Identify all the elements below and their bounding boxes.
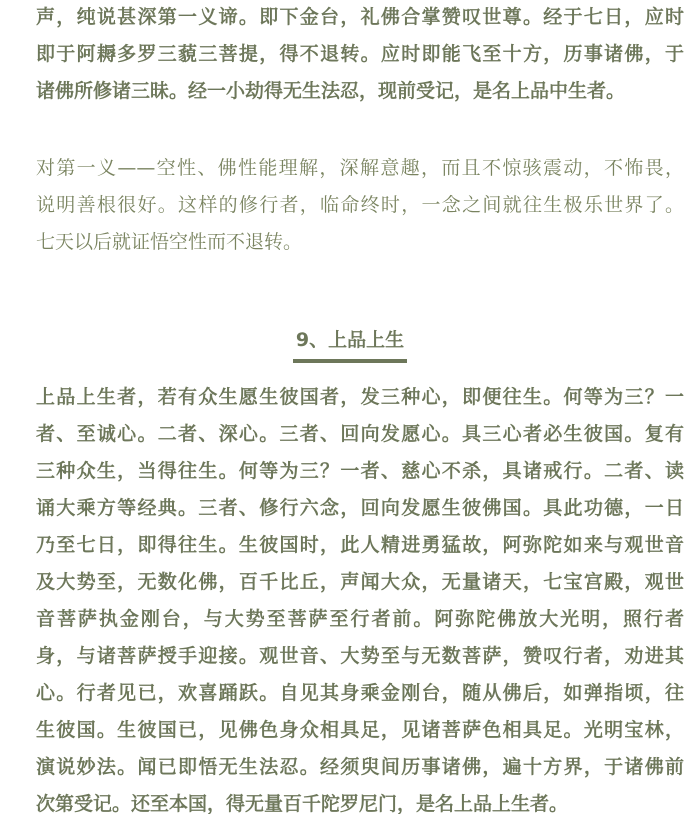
text-line: 说明善根很好。这样的修行者，临命终时，一念之间就往生极乐世界了。 (36, 194, 684, 216)
text-line: 音菩萨执金刚台，与大势至菩萨至行者前。阿弥陀佛放大光明，照行者 (36, 608, 684, 630)
commentary-paragraph (36, 150, 684, 261)
text-line: 次第受记。还至本国，得无量百千陀罗尼门，是名上品上生者。 (36, 793, 569, 814)
text-line: 诸佛所修诸三昧。经一小劫得无生法忍，现前受记，是名上品中生者。 (36, 80, 626, 102)
text-line: 乃至七日，即得往生。生彼国时，此人精进勇猛故，阿弥陀如来与观世音 (36, 534, 684, 556)
text-line: 对第一义——空性、佛性能理解，深解意趣，而且不惊骇震动，不怖畏， (36, 157, 684, 179)
sutra-paragraph-main (36, 379, 684, 814)
text-line: 七天以后就证悟空性而不退转。 (36, 231, 303, 253)
text-line: 及大势至，无数化佛，百千比丘，声闻大众，无量诸天，七宝宫殿，观世 (36, 571, 684, 593)
text-line: 即于阿耨多罗三藐三菩提，得不退转。应时即能飞至十方，历事诸佛，于 (36, 43, 684, 65)
section-heading: 9、上品上生 (293, 325, 407, 363)
text-line: 声，纯说甚深第一义谛。即下金台，礼佛合掌赞叹世尊。经于七日，应时 (36, 6, 684, 28)
text-line: 者、至诚心。二者、深心。三者、回向发愿心。具三心者必生彼国。复有 (36, 423, 684, 445)
text-line: 上品上生者，若有众生愿生彼国者，发三种心，即便往生。何等为三？一 (36, 386, 684, 408)
text-line: 心。行者见已，欢喜踊跃。自见其身乘金刚台，随从佛后，如弹指顷，往 (36, 682, 684, 704)
text-line: 诵大乘方等经典。三者、修行六念，回向发愿生彼佛国。具此功德，一日 (36, 497, 684, 519)
section-heading-container (0, 325, 700, 363)
text-line: 身，与诸菩萨授手迎接。观世音、大势至与无数菩萨，赞叹行者，劝进其 (36, 645, 684, 667)
text-line: 三种众生，当得往生。何等为三？一者、慈心不杀，具诸戒行。二者、读 (36, 460, 684, 482)
text-line: 演说妙法。闻已即悟无生法忍。经须臾间历事诸佛，遍十方界，于诸佛前 (36, 756, 684, 778)
text-line: 生彼国。生彼国已，见佛色身众相具足，见诸菩萨色相具足。光明宝林， (36, 719, 684, 741)
sutra-paragraph-top (36, 0, 684, 110)
